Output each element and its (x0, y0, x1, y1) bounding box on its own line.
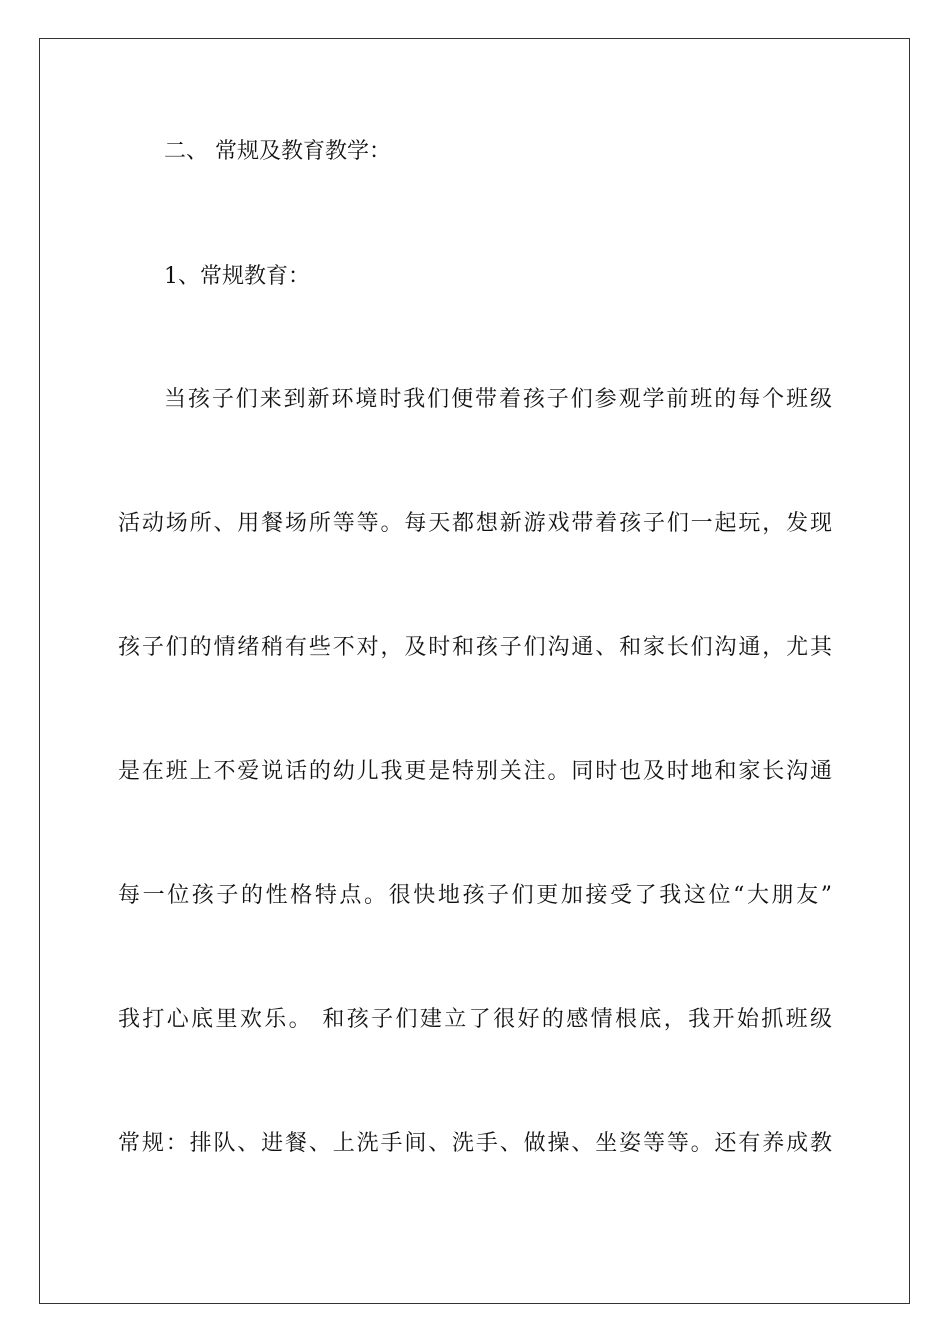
paragraph-line-1: 当孩子们来到新环境时我们便带着孩子们参观学前班的每个班级 (164, 387, 832, 412)
paragraph-line-2: 活动场所、用餐场所等等。每天都想新游戏带着孩子们一起玩，发现 (118, 511, 832, 536)
section-heading: 二、 常规及教育教学： (164, 139, 391, 164)
paragraph-line-7: 常规：排队、进餐、上洗手间、洗手、做操、坐姿等等。还有养成教 (118, 1131, 832, 1156)
paragraph-line-5: 每一位孩子的性格特点。很快地孩子们更加接受了我这位“大朋友” (118, 883, 832, 908)
sub-heading: 1、常规教育： (164, 264, 310, 289)
paragraph-line-3: 孩子们的情绪稍有些不对，及时和孩子们沟通、和家长们沟通，尤其 (118, 635, 832, 660)
page-border (39, 38, 910, 1304)
paragraph-line-6: 我打心底里欢乐。 和孩子们建立了很好的感情根底，我开始抓班级 (118, 1007, 832, 1032)
paragraph-line-4: 是在班上不爱说话的幼儿我更是特别关注。同时也及时地和家长沟通 (118, 759, 832, 784)
